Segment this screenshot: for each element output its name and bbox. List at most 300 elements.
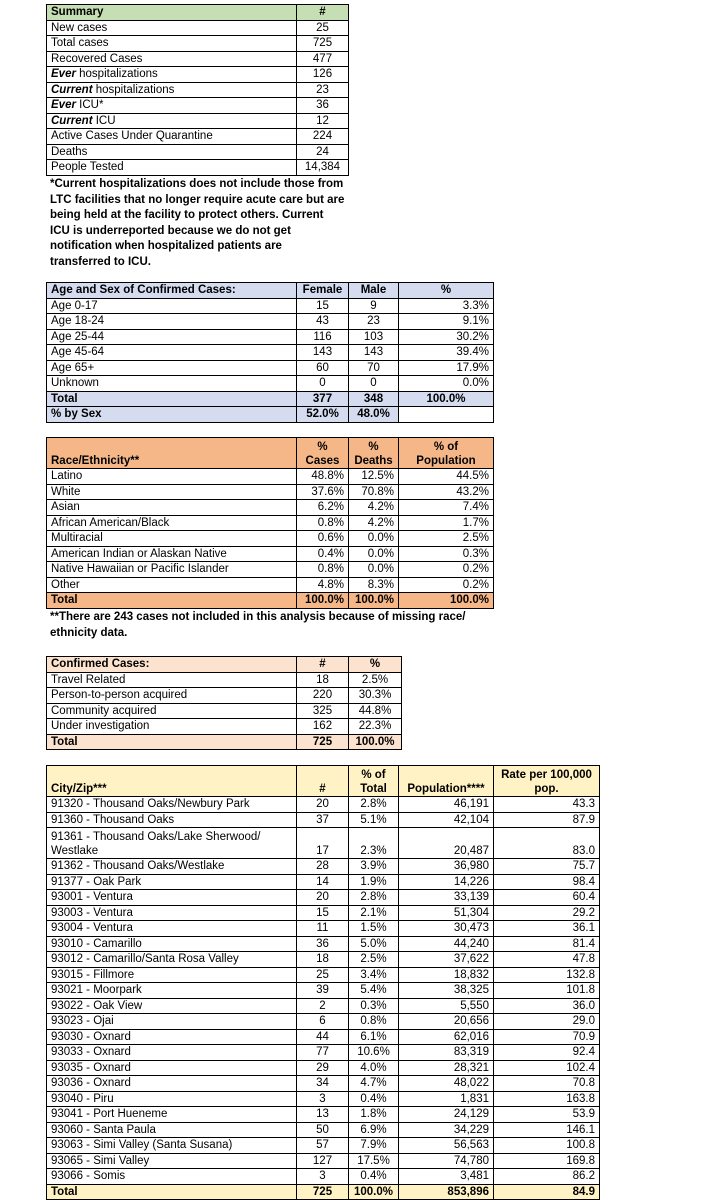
city-row: [47, 1169, 600, 1185]
city-cell: 91377 - Oak Park: [47, 874, 297, 890]
confirmed-row: [47, 672, 402, 688]
race-cell: 0.0%: [349, 531, 399, 547]
city-row: [47, 1107, 600, 1123]
confirmed-cell: 2.5%: [349, 672, 402, 688]
age-sex-cell: 0: [297, 376, 349, 392]
city-cell: 5.1%: [349, 812, 399, 828]
race-cell: African American/Black: [47, 515, 297, 531]
city-cell: 14,226: [399, 874, 494, 890]
confirmed-cell: Travel Related: [47, 672, 297, 688]
summary-row-text: Recovered Cases: [51, 52, 143, 65]
race-cell: 8.3%: [349, 577, 399, 593]
summary-row-text: hospitalizations: [75, 68, 158, 81]
city-header-count: #: [297, 766, 349, 797]
race-cell: 7.4%: [399, 500, 494, 516]
race-header-population: % of Population: [399, 438, 494, 469]
city-cell: 29: [297, 1060, 349, 1076]
race-cell: 0.8%: [297, 515, 349, 531]
age-sex-total-male: 348: [349, 391, 399, 407]
city-row: [47, 983, 600, 999]
city-cell: 48,022: [399, 1076, 494, 1092]
city-cell: 75.7: [494, 859, 600, 875]
city-cell: 36.0: [494, 998, 600, 1014]
age-sex-row: [47, 345, 494, 361]
city-cell: 93012 - Camarillo/Santa Rosa Valley: [47, 952, 297, 968]
confirmed-cell: 162: [297, 719, 349, 735]
city-header-population: Population****: [399, 766, 494, 797]
city-cell: 37: [297, 812, 349, 828]
race-cell: 0.4%: [297, 546, 349, 562]
race-cell: 44.5%: [399, 469, 494, 485]
city-row: [47, 859, 600, 875]
summary-row-text: Active Cases Under Quarantine: [51, 130, 213, 143]
city-cell: 2.5%: [349, 952, 399, 968]
city-row: [47, 1076, 600, 1092]
city-cell: 92.4: [494, 1045, 600, 1061]
city-cell: 93030 - Oxnard: [47, 1029, 297, 1045]
age-sex-cell: 0: [349, 376, 399, 392]
age-sex-row: [47, 360, 494, 376]
age-sex-cell: 23: [349, 314, 399, 330]
race-cell: 4.2%: [349, 515, 399, 531]
city-cell: 50: [297, 1122, 349, 1138]
summary-row-value: 477: [297, 51, 349, 67]
city-cell: 70.8: [494, 1076, 600, 1092]
race-row: [47, 577, 494, 593]
age-sex-bysex-empty: [399, 407, 494, 423]
summary-row-prefix: Ever: [51, 99, 76, 112]
race-cell: White: [47, 484, 297, 500]
city-cell: 60.4: [494, 890, 600, 906]
confirmed-cell: 44.8%: [349, 703, 402, 719]
city-cell: 100.8: [494, 1138, 600, 1154]
city-cell: 36,980: [399, 859, 494, 875]
race-cell: 4.8%: [297, 577, 349, 593]
city-cell: 29.0: [494, 1014, 600, 1030]
city-cell: 2.8%: [349, 797, 399, 813]
race-cell: 4.2%: [349, 500, 399, 516]
race-cell: 12.5%: [349, 469, 399, 485]
city-total-pct: 100.0%: [349, 1184, 399, 1200]
summary-row-text: Deaths: [51, 145, 88, 158]
city-cell: 93040 - Piru: [47, 1091, 297, 1107]
city-cell: 13: [297, 1107, 349, 1123]
city-cell: 146.1: [494, 1122, 600, 1138]
age-sex-total-female: 377: [297, 391, 349, 407]
summary-row: [47, 98, 349, 114]
race-row: [47, 484, 494, 500]
summary-row-label: [47, 82, 297, 98]
city-cell: 3,481: [399, 1169, 494, 1185]
city-cell: 3.9%: [349, 859, 399, 875]
city-cell: 5,550: [399, 998, 494, 1014]
age-sex-bysex-male: 48.0%: [349, 407, 399, 423]
city-cell: 132.8: [494, 967, 600, 983]
city-cell: 44,240: [399, 936, 494, 952]
summary-row: [47, 51, 349, 67]
age-sex-cell: 15: [297, 298, 349, 314]
city-cell: 28: [297, 859, 349, 875]
race-total-row: [47, 593, 494, 609]
summary-row-text: People Tested: [51, 161, 124, 174]
age-sex-header-female: Female: [297, 283, 349, 299]
city-cell: 93063 - Simi Valley (Santa Susana): [47, 1138, 297, 1154]
age-sex-cell: 3.3%: [399, 298, 494, 314]
confirmed-cell: Under investigation: [47, 719, 297, 735]
race-total-population: 100.0%: [399, 593, 494, 609]
city-cell: 3: [297, 1091, 349, 1107]
city-cell: 4.7%: [349, 1076, 399, 1092]
city-cell: 36: [297, 936, 349, 952]
race-cell: 1.7%: [399, 515, 494, 531]
summary-row-value: 126: [297, 67, 349, 83]
city-row: [47, 1029, 600, 1045]
city-cell: 2.3%: [349, 828, 399, 859]
summary-header-label: Summary: [47, 5, 297, 21]
city-cell: 28,321: [399, 1060, 494, 1076]
city-row: [47, 998, 600, 1014]
confirmed-cell: Person-to-person acquired: [47, 688, 297, 704]
city-total-rate: 84.9: [494, 1184, 600, 1200]
race-cell: Latino: [47, 469, 297, 485]
city-cell: 81.4: [494, 936, 600, 952]
city-cell: 18: [297, 952, 349, 968]
city-cell: 83,319: [399, 1045, 494, 1061]
city-cell: 74,780: [399, 1153, 494, 1169]
summary-row-value: 14,384: [297, 160, 349, 176]
age-sex-table: [46, 282, 494, 423]
summary-row: [47, 67, 349, 83]
city-cell: 34: [297, 1076, 349, 1092]
confirmed-cases-table: [46, 656, 402, 750]
age-sex-cell: 0.0%: [399, 376, 494, 392]
race-cell: 0.0%: [349, 546, 399, 562]
summary-header-row: [47, 5, 349, 21]
city-cell: 6.1%: [349, 1029, 399, 1045]
city-cell: 6: [297, 1014, 349, 1030]
summary-row-text: hospitalizations: [92, 83, 175, 96]
age-sex-cell: 9.1%: [399, 314, 494, 330]
race-cell: 6.2%: [297, 500, 349, 516]
city-cell: 169.8: [494, 1153, 600, 1169]
summary-row-label: [47, 144, 297, 160]
summary-row-text: ICU*: [75, 99, 104, 112]
summary-row-label: [47, 98, 297, 114]
summary-row: [47, 129, 349, 145]
race-header-label: Race/Ethnicity**: [47, 438, 297, 469]
city-row: [47, 905, 600, 921]
confirmed-cell: 22.3%: [349, 719, 402, 735]
race-cell: Other: [47, 577, 297, 593]
race-row: [47, 546, 494, 562]
race-header-deaths: % Deaths: [349, 438, 399, 469]
city-cell: 47.8: [494, 952, 600, 968]
city-row: [47, 1014, 600, 1030]
age-sex-cell: 70: [349, 360, 399, 376]
city-row: [47, 1045, 600, 1061]
age-sex-cell: Age 45-64: [47, 345, 297, 361]
city-cell: 53.9: [494, 1107, 600, 1123]
race-total-label: Total: [47, 593, 297, 609]
summary-row-value: 36: [297, 98, 349, 114]
city-cell: 10.6%: [349, 1045, 399, 1061]
summary-row-label: [47, 51, 297, 67]
city-cell: 93035 - Oxnard: [47, 1060, 297, 1076]
city-cell: 83.0: [494, 828, 600, 859]
race-cell: 0.2%: [399, 577, 494, 593]
age-sex-header-male: Male: [349, 283, 399, 299]
summary-row-text: Total cases: [51, 37, 109, 50]
city-row: [47, 936, 600, 952]
city-cell: 93065 - Simi Valley: [47, 1153, 297, 1169]
race-total-deaths: 100.0%: [349, 593, 399, 609]
race-total-cases: 100.0%: [297, 593, 349, 609]
city-row: [47, 890, 600, 906]
city-cell: 37,622: [399, 952, 494, 968]
city-cell: 0.4%: [349, 1091, 399, 1107]
city-row: [47, 1153, 600, 1169]
city-cell: 101.8: [494, 983, 600, 999]
confirmed-total-count: 725: [297, 734, 349, 750]
city-cell: 91320 - Thousand Oaks/Newbury Park: [47, 797, 297, 813]
city-cell: 93004 - Ventura: [47, 921, 297, 937]
city-cell: 2.1%: [349, 905, 399, 921]
city-row: [47, 1122, 600, 1138]
race-header-cases: % Cases: [297, 438, 349, 469]
race-cell: 48.8%: [297, 469, 349, 485]
age-sex-cell: 103: [349, 329, 399, 345]
age-sex-cell: 9: [349, 298, 399, 314]
city-row: [47, 1060, 600, 1076]
city-cell: 42,104: [399, 812, 494, 828]
age-sex-total-row: [47, 391, 494, 407]
summary-header-count: #: [297, 5, 349, 21]
age-sex-cell: Age 18-24: [47, 314, 297, 330]
city-cell: 93023 - Ojai: [47, 1014, 297, 1030]
city-cell: 33,139: [399, 890, 494, 906]
age-sex-cell: Age 65+: [47, 360, 297, 376]
confirmed-row: [47, 719, 402, 735]
city-cell: 44: [297, 1029, 349, 1045]
summary-row-value: 24: [297, 144, 349, 160]
age-sex-cell: 143: [297, 345, 349, 361]
city-cell: 163.8: [494, 1091, 600, 1107]
city-total-count: 725: [297, 1184, 349, 1200]
summary-row-prefix: Current: [51, 114, 93, 127]
summary-row: [47, 160, 349, 176]
race-cell: 0.0%: [349, 562, 399, 578]
race-cell: Native Hawaiian or Pacific Islander: [47, 562, 297, 578]
age-sex-bysex-female: 52.0%: [297, 407, 349, 423]
age-sex-total-pct: 100.0%: [399, 391, 494, 407]
age-sex-cell: Age 25-44: [47, 329, 297, 345]
confirmed-total-label: Total: [47, 734, 297, 750]
race-cell: 0.2%: [399, 562, 494, 578]
city-row: [47, 952, 600, 968]
confirmed-row: [47, 688, 402, 704]
confirmed-cell: 325: [297, 703, 349, 719]
age-sex-header-row: [47, 283, 494, 299]
confirmed-header-pct: %: [349, 657, 402, 673]
city-cell: 2: [297, 998, 349, 1014]
confirmed-cell: Community acquired: [47, 703, 297, 719]
city-header-rate: Rate per 100,000 pop.: [494, 766, 600, 797]
city-zip-table: [46, 765, 600, 1200]
city-cell: 91361 - Thousand Oaks/Lake Sherwood/ Westlake: [47, 828, 297, 859]
summary-row-label: [47, 36, 297, 52]
city-cell: 93015 - Fillmore: [47, 967, 297, 983]
city-total-row: [47, 1184, 600, 1200]
race-row: [47, 469, 494, 485]
age-sex-bysex-row: [47, 407, 494, 423]
city-cell: 5.0%: [349, 936, 399, 952]
summary-row: [47, 20, 349, 36]
city-cell: 2.8%: [349, 890, 399, 906]
city-cell: 51,304: [399, 905, 494, 921]
city-cell: 1.5%: [349, 921, 399, 937]
city-cell: 18,832: [399, 967, 494, 983]
summary-row-label: [47, 20, 297, 36]
age-sex-header-pct: %: [399, 283, 494, 299]
city-row: [47, 1138, 600, 1154]
city-cell: 91360 - Thousand Oaks: [47, 812, 297, 828]
city-cell: 87.9: [494, 812, 600, 828]
city-cell: 17.5%: [349, 1153, 399, 1169]
summary-row-text: ICU: [92, 114, 116, 127]
city-row: [47, 967, 600, 983]
race-row: [47, 515, 494, 531]
summary-row: [47, 113, 349, 129]
city-cell: 3: [297, 1169, 349, 1185]
city-cell: 43.3: [494, 797, 600, 813]
age-sex-cell: 60: [297, 360, 349, 376]
city-row: [47, 828, 600, 859]
age-sex-row: [47, 329, 494, 345]
city-cell: 0.4%: [349, 1169, 399, 1185]
summary-row-text: New cases: [51, 21, 108, 34]
confirmed-total-row: [47, 734, 402, 750]
city-cell: 6.9%: [349, 1122, 399, 1138]
city-cell: 70.9: [494, 1029, 600, 1045]
race-cell: 0.6%: [297, 531, 349, 547]
city-row: [47, 812, 600, 828]
summary-row-label: [47, 129, 297, 145]
city-header-label: City/Zip***: [47, 766, 297, 797]
city-cell: 93010 - Camarillo: [47, 936, 297, 952]
age-sex-cell: Unknown: [47, 376, 297, 392]
race-cell: 43.2%: [399, 484, 494, 500]
city-cell: 15: [297, 905, 349, 921]
confirmed-cell: 30.3%: [349, 688, 402, 704]
age-sex-total-label: Total: [47, 391, 297, 407]
summary-row-value: 25: [297, 20, 349, 36]
city-cell: 86.2: [494, 1169, 600, 1185]
city-header-row: [47, 766, 600, 797]
race-row: [47, 562, 494, 578]
confirmed-header-count: #: [297, 657, 349, 673]
city-cell: 30,473: [399, 921, 494, 937]
city-cell: 1.8%: [349, 1107, 399, 1123]
city-cell: 93033 - Oxnard: [47, 1045, 297, 1061]
summary-row: [47, 82, 349, 98]
city-cell: 34,229: [399, 1122, 494, 1138]
city-cell: 20,656: [399, 1014, 494, 1030]
summary-row-value: 12: [297, 113, 349, 129]
confirmed-header-row: [47, 657, 402, 673]
age-sex-row: [47, 376, 494, 392]
city-cell: 91362 - Thousand Oaks/Westlake: [47, 859, 297, 875]
race-row: [47, 500, 494, 516]
city-cell: 14: [297, 874, 349, 890]
summary-row-value: 23: [297, 82, 349, 98]
race-cell: 0.8%: [297, 562, 349, 578]
city-cell: 46,191: [399, 797, 494, 813]
confirmed-total-pct: 100.0%: [349, 734, 402, 750]
city-cell: 1,831: [399, 1091, 494, 1107]
age-sex-cell: 116: [297, 329, 349, 345]
city-row: [47, 874, 600, 890]
city-cell: 11: [297, 921, 349, 937]
summary-row-label: [47, 160, 297, 176]
city-cell: 93003 - Ventura: [47, 905, 297, 921]
city-cell: 25: [297, 967, 349, 983]
city-cell: 7.9%: [349, 1138, 399, 1154]
age-sex-cell: 43: [297, 314, 349, 330]
city-cell: 20: [297, 797, 349, 813]
summary-row-value: 725: [297, 36, 349, 52]
city-cell: 24,129: [399, 1107, 494, 1123]
age-sex-cell: Age 0-17: [47, 298, 297, 314]
city-cell: 93021 - Moorpark: [47, 983, 297, 999]
race-cell: 2.5%: [399, 531, 494, 547]
age-sex-row: [47, 314, 494, 330]
race-ethnicity-table: [46, 437, 494, 609]
confirmed-header-label: Confirmed Cases:: [47, 657, 297, 673]
age-sex-header-label: Age and Sex of Confirmed Cases:: [47, 283, 297, 299]
city-row: [47, 797, 600, 813]
city-cell: 17: [297, 828, 349, 859]
city-row: [47, 1091, 600, 1107]
summary-row-prefix: Current: [51, 83, 93, 96]
race-cell: Multiracial: [47, 531, 297, 547]
city-total-label: Total: [47, 1184, 297, 1200]
summary-row-label: [47, 113, 297, 129]
race-header-row: [47, 438, 494, 469]
race-cell: Asian: [47, 500, 297, 516]
confirmed-cell: 18: [297, 672, 349, 688]
race-cell: 70.8%: [349, 484, 399, 500]
age-sex-cell: 30.2%: [399, 329, 494, 345]
summary-table: [46, 4, 349, 176]
city-cell: 93022 - Oak View: [47, 998, 297, 1014]
race-cell: American Indian or Alaskan Native: [47, 546, 297, 562]
city-cell: 38,325: [399, 983, 494, 999]
summary-row-prefix: Ever: [51, 68, 76, 81]
summary-row: [47, 36, 349, 52]
city-cell: 3.4%: [349, 967, 399, 983]
city-cell: 29.2: [494, 905, 600, 921]
race-footnote: **There are 243 cases not included in this analysis because of missing race/ ethnicity data.: [50, 611, 466, 639]
race-cell: 37.6%: [297, 484, 349, 500]
summary-row-label: [47, 67, 297, 83]
confirmed-cell: 220: [297, 688, 349, 704]
city-cell: 62,016: [399, 1029, 494, 1045]
city-cell: 39: [297, 983, 349, 999]
city-cell: 5.4%: [349, 983, 399, 999]
city-header-pct: % of Total: [349, 766, 399, 797]
age-sex-cell: 17.9%: [399, 360, 494, 376]
city-total-population: 853,896: [399, 1184, 494, 1200]
